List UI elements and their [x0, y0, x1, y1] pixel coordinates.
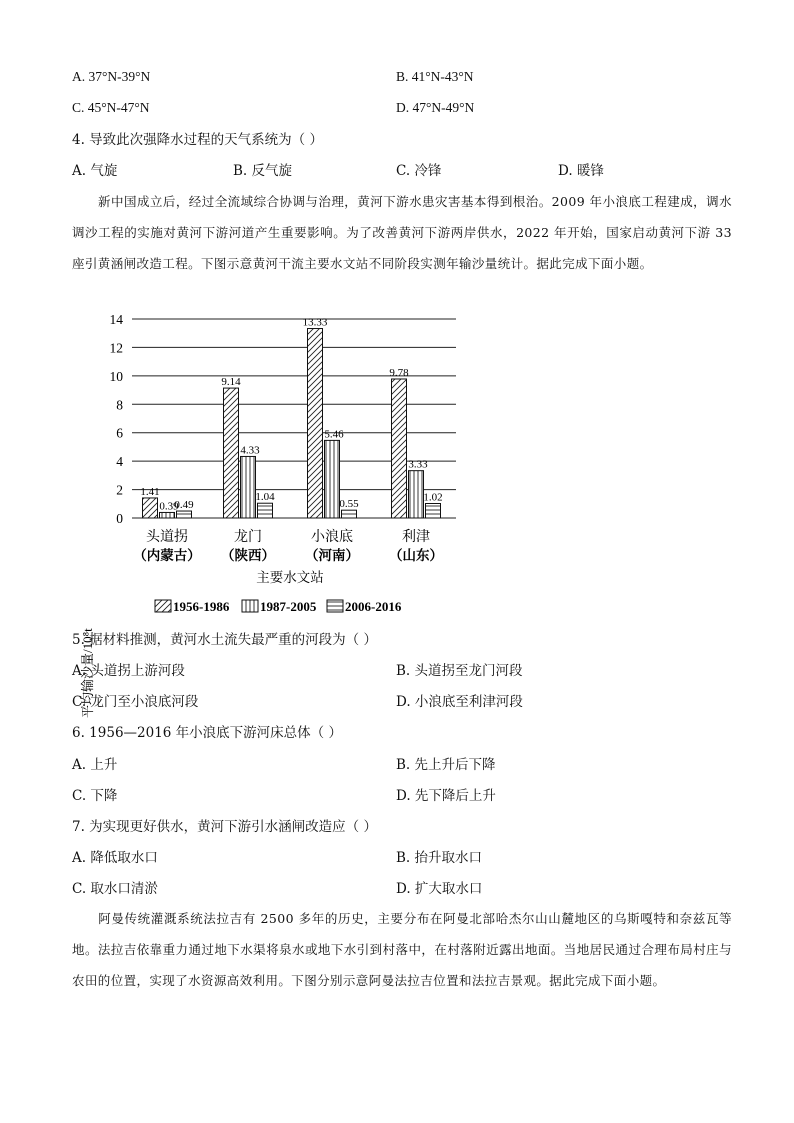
legend-swatch	[242, 600, 258, 612]
bar-value-label: 3.33	[408, 458, 428, 471]
x-axis-categories	[133, 528, 443, 563]
y-tick-label: 8	[116, 397, 123, 413]
bar	[258, 503, 273, 518]
passage-falaj: 阿曼传统灌溉系统法拉吉有 2500 多年的历史，主要分布在阿曼北部哈杰尔山山麓地区的乌斯嘎特和奈兹瓦等地。法拉吉依靠重力通过地下水渠将泉水或地下水引到村落中，在村落附近露出地面。当地居民通过合理布局村庄与农田的位置，实现了水资源高效利用。下图分别示意阿曼法拉吉位置和法拉吉景观。据此完成下面小题。	[72, 911, 732, 988]
q5-option-c: C. 龙门至小浪底河段	[72, 694, 199, 710]
bar	[409, 471, 424, 518]
chart-legend	[155, 599, 402, 614]
y-tick-label: 4	[116, 454, 123, 470]
legend-swatch	[327, 600, 343, 612]
legend-label: 1987-2005	[260, 599, 317, 614]
bar-value-label: 0.39	[159, 500, 179, 513]
bar	[143, 498, 158, 518]
q4-option-c: C. 冷锋	[396, 163, 442, 179]
bar	[241, 456, 256, 518]
bar	[177, 511, 192, 518]
chart-gridlines	[132, 316, 456, 518]
x-category-region: （山东）	[389, 548, 443, 563]
q7-stem: 7. 为实现更好供水，黄河下游引水涵闸改造应（ ）	[72, 819, 377, 835]
x-category-region: （河南）	[305, 548, 359, 563]
q6-option-b: B. 先上升后下降	[396, 757, 496, 773]
x-category-label: 头道拐	[146, 530, 188, 545]
q4-stem: 4. 导致此次强降水过程的天气系统为（ ）	[72, 132, 323, 148]
bar	[160, 512, 175, 518]
y-tick-label: 14	[109, 312, 123, 327]
bar-value-label: 0.55	[339, 498, 359, 511]
y-tick-label: 6	[116, 425, 123, 441]
bar	[392, 379, 407, 518]
bar-value-label: 9.14	[221, 376, 241, 389]
x-category-region: （陕西）	[221, 548, 275, 563]
q3-option-c: C. 45°N-47°N	[72, 100, 150, 115]
q6-option-a: A. 上升	[72, 757, 118, 773]
q7-option-b: B. 抬升取水口	[396, 850, 483, 866]
x-category-label: 小浪底	[311, 530, 353, 545]
q7-option-a: A. 降低取水口	[72, 850, 158, 866]
bar	[342, 510, 357, 518]
y-tick-label: 12	[109, 340, 123, 356]
q4-option-b: B. 反气旋	[233, 163, 293, 179]
y-axis-ticks	[110, 312, 124, 526]
bar-value-label: 9.78	[389, 366, 409, 379]
x-category-label: 龙门	[234, 530, 262, 545]
legend-label: 2006-2016	[345, 599, 402, 614]
passage-yellow-river: 新中国成立后，经过全流域综合协调与治理，黄河下游水患灾害基本得到根治。2009 年小浪底工程建成，调水调沙工程的实施对黄河下游河道产生重要影响。为了改善黄河下游两岸供水，2022 年开始，国家启动黄河下游 33 座引黄涵闸改造工程。下图示意黄河干流主要水文站不同阶段实测年输沙量统计。据此完成下面小题。	[72, 194, 732, 271]
bar	[224, 388, 239, 518]
bar-value-label: 0.49	[174, 499, 194, 512]
y-tick-label: 10	[109, 368, 123, 384]
q4-option-d: D. 暖锋	[558, 163, 604, 179]
y-axis-label: 平均输沙量/10⁸t	[80, 628, 95, 718]
q6-stem: 6. 1956—2016 年小浪底下游河床总体（ ）	[72, 725, 342, 741]
q6-option-d: D. 先下降后上升	[396, 788, 496, 804]
q7-option-c: C. 取水口清淤	[72, 881, 158, 897]
q5-stem: 5. 据材料推测，黄河水土流失最严重的河段为（ ）	[72, 632, 377, 648]
x-category-region: （内蒙古）	[133, 548, 201, 563]
q5-option-a: A. 头道拐上游河段	[72, 663, 185, 679]
q3-option-d: D. 47°N-49°N	[396, 100, 475, 115]
q3-option-b: B. 41°N-43°N	[396, 69, 474, 84]
bar-value-label: 1.02	[423, 491, 443, 504]
x-axis-label: 主要水文站	[256, 570, 324, 585]
legend-label: 1956-1986	[173, 599, 230, 614]
bar-value-label: 5.46	[324, 428, 344, 441]
q5-option-b: B. 头道拐至龙门河段	[396, 663, 523, 679]
legend-swatch	[155, 600, 171, 612]
q7-option-d: D. 扩大取水口	[396, 881, 483, 897]
q4-option-a: A. 气旋	[72, 163, 118, 179]
bar-value-label: 4.33	[240, 444, 260, 457]
bar	[426, 504, 441, 518]
q6-option-c: C. 下降	[72, 788, 118, 804]
x-category-label: 利津	[402, 530, 430, 545]
y-tick-label: 2	[116, 482, 123, 498]
q3-option-a: A. 37°N-39°N	[72, 69, 151, 84]
q5-option-d: D. 小浪底至利津河段	[396, 694, 523, 710]
bar	[325, 440, 340, 518]
bar	[308, 329, 323, 518]
bar-value-label: 1.41	[140, 485, 160, 498]
bar-value-label: 1.04	[255, 491, 275, 504]
y-tick-label: 0	[116, 511, 123, 526]
bar-value-label: 13.33	[302, 316, 328, 329]
